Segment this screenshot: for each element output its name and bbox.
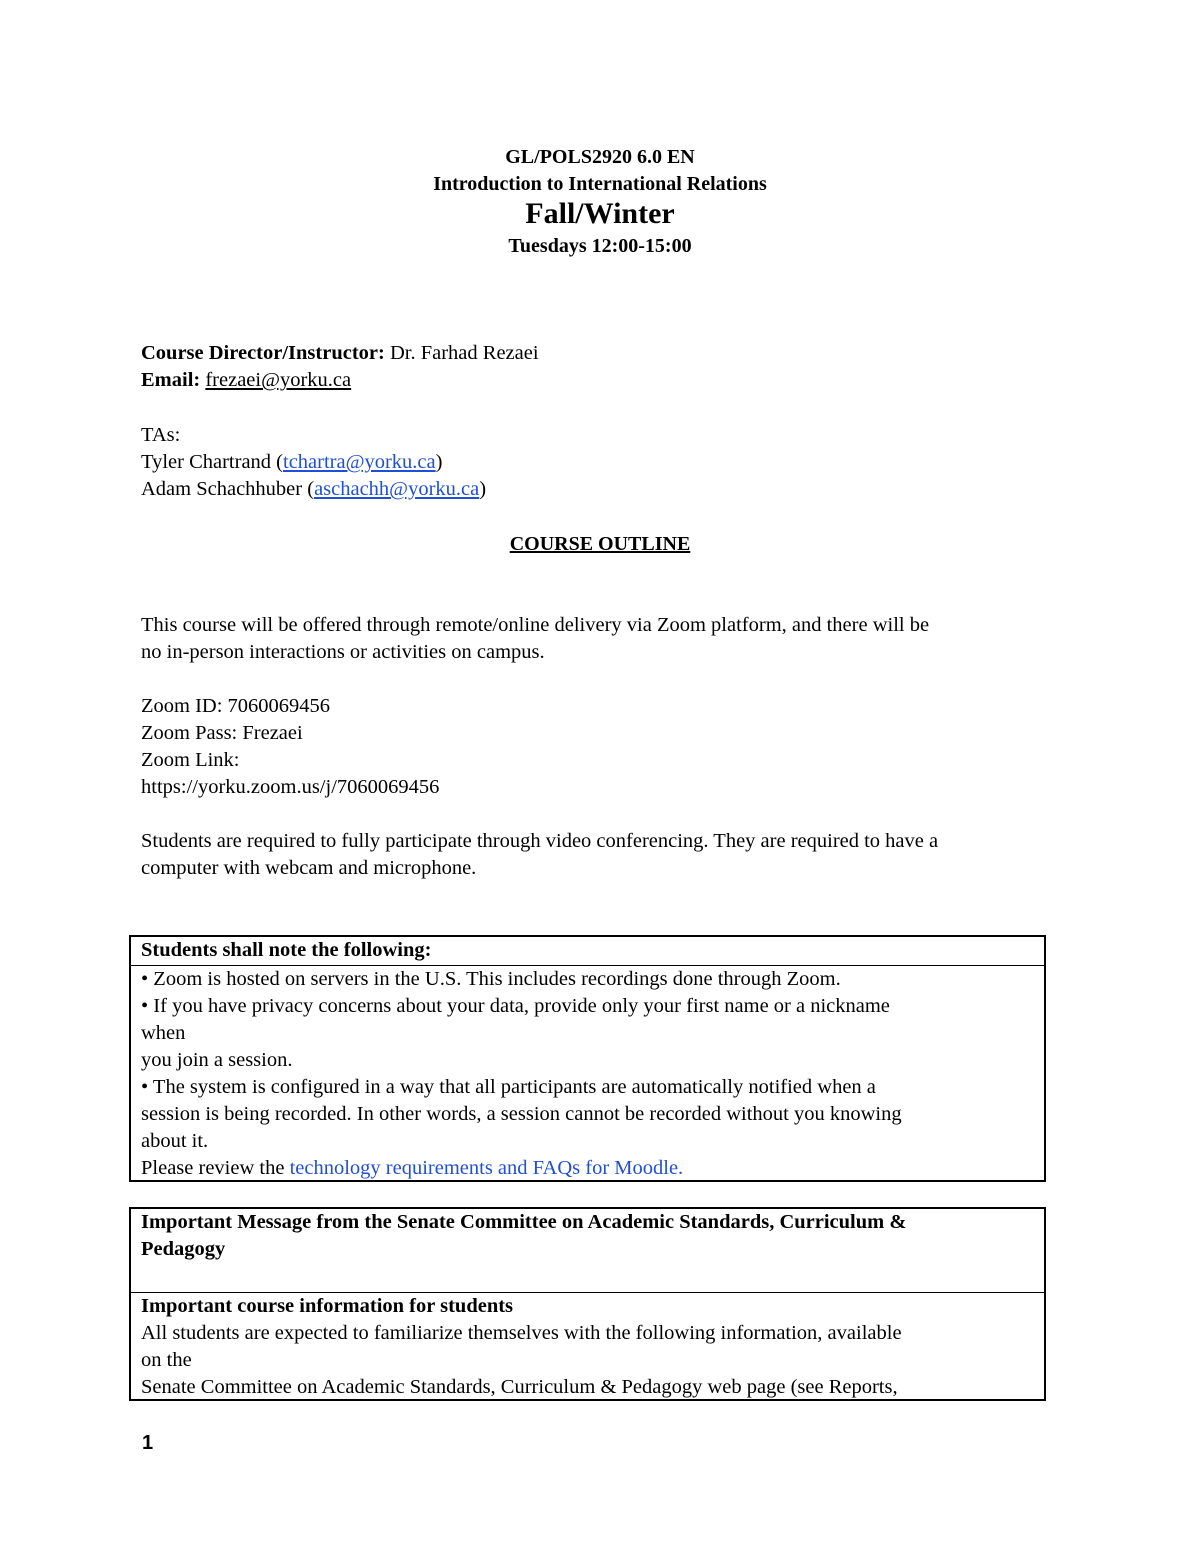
senate-message-box (129, 1207, 1046, 1401)
email-label: Email: (141, 369, 201, 391)
ta-name: Tyler Chartrand ( (141, 451, 284, 473)
ta-block (141, 422, 1071, 503)
ta-name: Adam Schachhuber ( (141, 478, 315, 500)
review-prefix: Please review the (141, 1157, 290, 1179)
notice-line: when (141, 1022, 186, 1044)
paragraph-line: This course will be offered through remote/online delivery via Zoom platform, and there will be (141, 614, 930, 636)
instructor-line (141, 340, 1071, 367)
notice-heading-row (131, 937, 1044, 965)
email-line (141, 367, 1071, 394)
participation-paragraph (141, 828, 1071, 882)
zoom-notice-box (129, 935, 1046, 1182)
ta-email-link[interactable]: aschachh@yorku.ca (314, 478, 480, 500)
term-heading: Fall/Winter (525, 197, 675, 230)
senate-heading-row (131, 1209, 1044, 1292)
notice-line: • Zoom is hosted on servers in the U.S. This includes recordings done through Zoom. (141, 968, 841, 990)
course-outline-heading: COURSE OUTLINE (509, 533, 691, 555)
ta-email-link[interactable]: tchartra@yorku.ca (283, 451, 436, 473)
senate-body-row (131, 1292, 1044, 1401)
ta-paren: ) (435, 451, 443, 473)
paragraph-line: Students are required to fully participate through video conferencing. They are required to have a (141, 830, 939, 852)
paragraph-line: no in-person interactions or activities on campus. (141, 641, 545, 663)
page-number: 1 (142, 1432, 154, 1454)
notice-line: • If you have privacy concerns about your data, provide only your first name or a nickname (141, 995, 890, 1017)
senate-line: All students are expected to familiarize themselves with the following information, available (141, 1322, 902, 1344)
zoom-link-label: Zoom Link: (141, 749, 240, 771)
instructor-label: Course Director/Instructor: (141, 342, 385, 364)
senate-line: on the (141, 1349, 192, 1371)
zoom-id: Zoom ID: 7060069456 (141, 695, 331, 717)
zoom-info (141, 693, 1071, 801)
ta-item (141, 476, 1071, 503)
moodle-faq-link[interactable]: technology requirements and FAQs for Moodle. (289, 1157, 684, 1179)
zoom-pass: Zoom Pass: Frezaei (141, 722, 303, 744)
ta-label: TAs: (141, 424, 181, 446)
delivery-paragraph (141, 612, 1071, 666)
senate-heading: Important Message from the Senate Committee on Academic Standards, Curriculum & (141, 1211, 907, 1233)
senate-subheading: Important course information for students (141, 1295, 514, 1317)
notice-body-row (131, 965, 1044, 1182)
ta-paren: ) (479, 478, 487, 500)
notice-line: about it. (141, 1130, 209, 1152)
zoom-link[interactable]: https://yorku.zoom.us/j/7060069456 (141, 776, 440, 798)
course-code: GL/POLS2920 6.0 EN (505, 146, 695, 168)
instructor-email-link[interactable]: frezaei@yorku.ca (205, 369, 352, 391)
notice-line: session is being recorded. In other words, a session cannot be recorded without you knowing (141, 1103, 902, 1125)
ta-item (141, 449, 1071, 476)
instructor-block (141, 340, 1071, 394)
instructor-name: Dr. Farhad Rezaei (384, 342, 539, 364)
notice-review-line (141, 1155, 1034, 1182)
notice-heading: Students shall note the following: (141, 939, 432, 961)
notice-line: you join a session. (141, 1049, 293, 1071)
notice-line: • The system is configured in a way that all participants are automatically notified when a (141, 1076, 876, 1098)
course-title: Introduction to International Relations (433, 173, 767, 195)
class-schedule: Tuesdays 12:00-15:00 (508, 235, 692, 257)
senate-heading: Pedagogy (141, 1238, 226, 1260)
senate-line: Senate Committee on Academic Standards, Curriculum & Pedagogy web page (see Reports, (141, 1376, 898, 1398)
paragraph-line: computer with webcam and microphone. (141, 857, 477, 879)
